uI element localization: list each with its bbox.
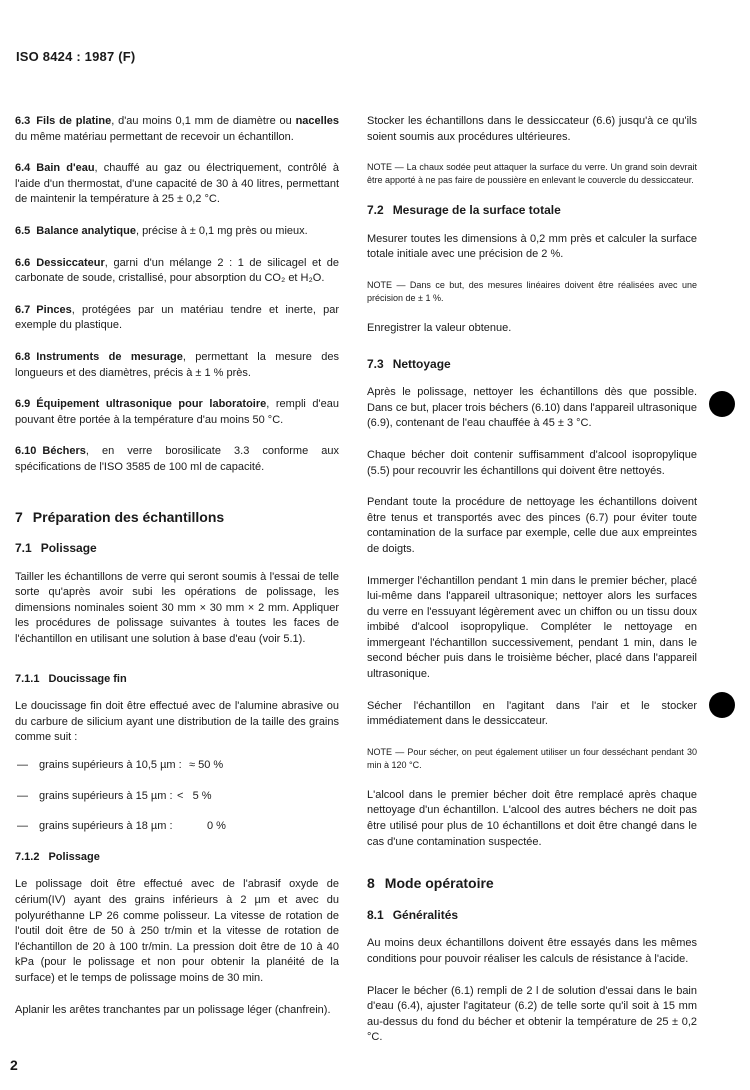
section-8-1-text-1: Au moins deux échantillons doivent être essayés dans les mêmes conditions pour pouvoir réaliser les calculs de résistance à l'acide.: [367, 937, 697, 965]
section-7-3-text-1: Après le polissage, nettoyer les échantillons dès que possible. Dans ce but, placer trois béchers (6.10) dans l'appareil ultrasonique (6.9), contenant de l'eau chauffée à 45 ± 3 °C.: [367, 386, 697, 430]
grain-distribution-list: [15, 758, 339, 835]
clause-6-8: 6.8 Instruments de mesurage, permettant la mesure des longueurs et des diamètres, précis à ± 1 % près.: [15, 350, 340, 379]
clause-6-5: 6.5 Balance analytique, précise à ± 0,1 mg près ou mieux.: [15, 224, 308, 237]
right-column: [367, 114, 697, 1062]
storage-text: Stocker les échantillons dans le dessiccateur (6.6) jusqu'à ce qu'ils soient soumis aux procédures ultérieures.: [367, 115, 697, 143]
clause-6-3: 6.3 Fils de platine, d'au moins 0,1 mm de diamètre ou nacelles du même matériau permettant de recevoir un échantillon.: [15, 115, 339, 143]
page-number: 2: [10, 1057, 18, 1073]
clause-6-9: 6.9 Équipement ultrasonique pour laboratoire, rempli d'eau pouvant être portée à la température d'au moins 50 °C.: [15, 398, 339, 426]
punch-hole-mark: [709, 391, 735, 417]
clause-6-7: 6.7 Pinces, protégées par un matériau tendre et inerte, par exemple du plastique.: [15, 303, 339, 332]
clause-6-10: 6.10 Béchers, en verre borosilicate 3.3 conforme aux spécifications de l'ISO 3585 de 100 ml de capacité.: [15, 445, 339, 473]
punch-hole-mark: [709, 692, 735, 718]
clause-6-4: 6.4 Bain d'eau, chauffé au gaz ou électriquement, contrôlé à l'aide d'un thermostat, d'une capacité de 30 à 40 litres, permettant de maintenir la température à 25 ± 0,2 °C.: [15, 162, 339, 206]
section-7-1-1-text: Le doucissage fin doit être effectué avec de l'alumine abrasive ou du carbure de silicium ayant une distribution de la taille des grains comme suit :: [15, 700, 339, 744]
clause-6-6: 6.6 Dessiccateur, garni d'un mélange 2 : 1 de silicagel et de carbonate de soude, cristallisé, pour absorption du CO₂ et H₂O.: [15, 256, 339, 285]
section-7-1-text: Tailler les échantillons de verre qui seront soumis à l'essai de telle sorte qu'après avoir subi les opérations de polissage, les dimensions nominales soient 30 mm × 30 mm × 2 mm. Appliquer les procédures de polissage suivantes à toutes les faces de l'échantillon en utilisant une solution à base d'eau (voir 5.1).: [15, 570, 339, 646]
list-item: — grains supérieurs à 18 µm : 0 %: [17, 820, 226, 833]
section-7-1-1-heading: 7.1.1 Doucissage fin: [15, 672, 127, 685]
note-1: NOTE — La chaux sodée peut attaquer la surface du verre. Un grand soin devrait être apporté à ne pas faire de poussière en enlevant le couvercle du dessiccateur.: [367, 162, 697, 186]
section-7-3-text-4: Immerger l'échantillon pendant 1 min dans le premier bécher, placé lui-même dans l'appareil ultrasonique; nettoyer alors les surfaces du verre en l'essuyant légèrement avec un chiffon ou un tissu doux imbibé d'alcool isopropylique. Compléter le nettoyage en immergeant l'échantillon successivement, pendant 1 min, dans le second bécher puis dans le troisième bécher, placé dans l'appareil ultrasonique.: [367, 574, 697, 681]
section-7-3-text-2: Chaque bécher doit contenir suffisamment d'alcool isopropylique (5.5) pour recouvrir les échantillons qui doivent être nettoyés.: [367, 448, 697, 477]
section-8-heading: 8 Mode opératoire: [367, 875, 494, 892]
note-2: NOTE — Dans ce but, des mesures linéaires doivent être réalisées avec une précision de ± 1 %.: [367, 279, 697, 303]
note-3: NOTE — Pour sécher, on peut également utiliser un four desséchant pendant 30 min à 120 °C.: [367, 746, 697, 770]
list-item: — grains supérieurs à 10,5 µm : ≈ 50 %: [17, 759, 224, 772]
left-column: [15, 114, 339, 1034]
document-header: ISO 8424 : 1987 (F): [16, 49, 136, 64]
section-7-1-2-heading: 7.1.2 Polissage: [15, 850, 100, 863]
section-7-1-2-text: Le polissage doit être effectué avec de l'abrasif oxyde de cérium(IV) ayant des grains inférieurs à 2 µm et avec du polyuréthanne LP 26 comme polisseur. La vitesse de rotation de l'outil doit être de 50 à 250 tr/min et la vitesse de rotation de l'échantillon de 20 à 100 tr/min. La pression doit être de 10 à 40 kPa (pour le polissage et non pour obtenir la planéité de la surface) et le temps de polissage moins de 30 min.: [15, 878, 339, 984]
section-8-1-text-2: Placer le bécher (6.1) rempli de 2 l de solution d'essai dans le bain d'eau (6.4), ajuster l'agitateur (6.2) de telle sorte qu'il soit à 15 mm au-dessus du fond du bécher et obtenir la température de 25 ± 0,2 °C.: [367, 984, 697, 1044]
section-7-heading: 7 Préparation des échantillons: [15, 508, 225, 525]
section-7-3-heading: 7.3 Nettoyage: [367, 356, 451, 371]
section-7-3-text-3: Pendant toute la procédure de nettoyage les échantillons doivent être tenus et transportés avec des pinces (6.7) pour éviter toute contamination de la surface par exemple, celle due aux empreintes de doigts.: [367, 496, 697, 555]
section-7-3-text-6: L'alcool dans le premier bécher doit être remplacé après chaque nettoyage d'un échantillon. L'alcool des autres béchers ne doit pas être utilisé pour plus de 10 échantillons et doit être changé dans le cas d'une contamination suspectée.: [367, 788, 697, 848]
list-item: — grains supérieurs à 15 µm : < 5 %: [17, 789, 212, 802]
section-7-2-text-2: Enregistrer la valeur obtenue.: [367, 321, 512, 334]
section-7-2-heading: 7.2 Mesurage de la surface totale: [367, 203, 561, 218]
section-7-2-text: Mesurer toutes les dimensions à 0,2 mm près et calculer la surface totale initiale avec une précision de 2 %.: [367, 232, 697, 261]
section-7-1-2-text-2: Aplanir les arêtes tranchantes par un polissage léger (chanfrein).: [15, 1003, 331, 1016]
section-8-1-heading: 8.1 Généralités: [367, 907, 459, 922]
section-7-1-heading: 7.1 Polissage: [15, 541, 97, 556]
section-7-3-text-5: Sécher l'échantillon en l'agitant dans l'air et le stocker immédiatement dans le dessiccateur.: [367, 699, 697, 728]
